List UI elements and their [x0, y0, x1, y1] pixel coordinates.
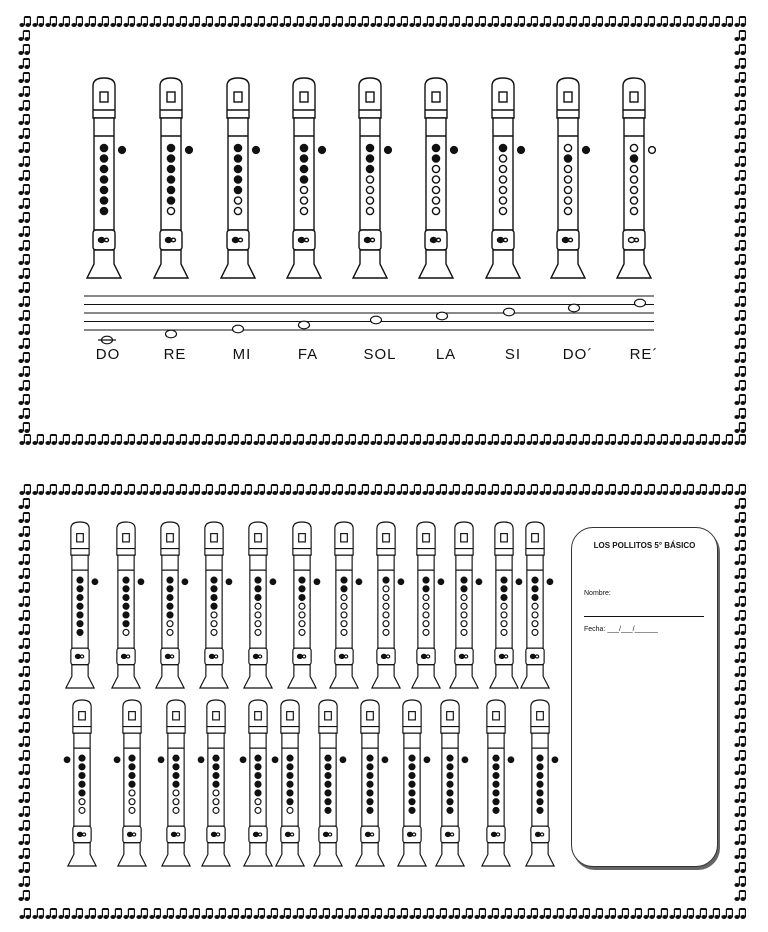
- music-note-icon: [656, 485, 667, 495]
- music-note-icon: [734, 849, 745, 859]
- note-name-label: SI: [504, 346, 522, 363]
- recorder: [272, 700, 304, 866]
- note-head: [299, 321, 310, 329]
- music-note-icon: [734, 835, 745, 845]
- recorder: [526, 700, 558, 866]
- music-note-icon: [617, 909, 628, 919]
- music-note-icon: [734, 891, 745, 901]
- music-note-icon: [734, 807, 745, 817]
- recorder: [521, 522, 553, 688]
- music-note-icon: [721, 485, 732, 495]
- note-name-label: MI: [232, 346, 252, 363]
- music-note-icon: [734, 541, 745, 551]
- music-staff: [18, 14, 750, 446]
- music-note-icon: [682, 909, 693, 919]
- note-head: [569, 304, 580, 312]
- music-note-icon: [734, 597, 745, 607]
- music-note-icon: [734, 695, 745, 705]
- recorder: [240, 700, 272, 866]
- recorder: [112, 522, 144, 688]
- music-note-icon: [734, 611, 745, 621]
- music-note-icon: [734, 499, 745, 509]
- music-note-icon: [734, 569, 745, 579]
- music-note-icon: [734, 877, 745, 887]
- music-note-icon: [604, 485, 615, 495]
- recorder: [398, 700, 430, 866]
- song-fingering-grid: [18, 482, 568, 920]
- music-note-icon: [734, 527, 745, 537]
- music-note-icon: [734, 653, 745, 663]
- note-head: [437, 312, 448, 320]
- recorder: [482, 700, 514, 866]
- music-note-icon: [734, 625, 745, 635]
- music-note-icon: [656, 909, 667, 919]
- music-note-icon: [734, 513, 745, 523]
- note-name-label: DO´: [562, 346, 594, 363]
- music-note-icon: [734, 779, 745, 789]
- music-note-icon: [721, 909, 732, 919]
- recorder: [200, 522, 232, 688]
- recorder: [158, 700, 190, 866]
- music-note-icon: [708, 909, 719, 919]
- note-head: [166, 330, 177, 338]
- music-note-icon: [734, 909, 745, 919]
- music-note-icon: [591, 485, 602, 495]
- music-note-icon: [734, 639, 745, 649]
- recorder: [450, 522, 482, 688]
- music-note-icon: [643, 909, 654, 919]
- recorder: [372, 522, 404, 688]
- music-note-icon: [734, 737, 745, 747]
- music-note-icon: [643, 485, 654, 495]
- recorder: [436, 700, 468, 866]
- music-note-icon: [604, 909, 615, 919]
- note-head: [504, 308, 515, 316]
- music-note-icon: [682, 485, 693, 495]
- music-note-icon: [669, 909, 680, 919]
- music-note-icon: [734, 793, 745, 803]
- name-line: [584, 616, 704, 617]
- recorder: [198, 700, 230, 866]
- music-note-icon: [734, 723, 745, 733]
- music-note-icon: [734, 485, 745, 495]
- music-note-icon: [630, 485, 641, 495]
- fingering-chart-panel: [18, 14, 750, 446]
- recorder: [356, 700, 388, 866]
- music-note-icon: [734, 681, 745, 691]
- music-note-icon: [734, 765, 745, 775]
- music-note-icon: [591, 909, 602, 919]
- note-head: [371, 316, 382, 324]
- music-note-icon: [617, 485, 628, 495]
- music-note-icon: [695, 485, 706, 495]
- note-name-label: LA: [435, 346, 457, 363]
- note-name-label: RE´: [629, 346, 659, 363]
- note-head: [233, 325, 244, 333]
- music-note-icon: [734, 751, 745, 761]
- music-note-icon: [734, 667, 745, 677]
- recorder: [244, 522, 276, 688]
- song-worksheet-panel: [18, 482, 750, 920]
- note-name-label: SOL: [363, 346, 397, 363]
- name-label: Nombre:: [584, 590, 611, 597]
- recorder: [114, 700, 146, 866]
- music-note-icon: [708, 485, 719, 495]
- note-name-label: RE: [163, 346, 187, 363]
- music-note-icon: [695, 909, 706, 919]
- recorder: [66, 522, 98, 688]
- music-note-icon: [734, 863, 745, 873]
- music-note-icon: [669, 485, 680, 495]
- recorder: [490, 522, 522, 688]
- recorder: [156, 522, 188, 688]
- music-note-icon: [734, 583, 745, 593]
- note-name-label: DO: [95, 346, 121, 363]
- music-note-icon: [630, 909, 641, 919]
- recorder: [314, 700, 346, 866]
- recorder: [330, 522, 362, 688]
- music-note-icon: [734, 555, 745, 565]
- student-info-box: [571, 527, 718, 867]
- music-note-icon: [578, 485, 589, 495]
- note-name-label: FA: [297, 346, 319, 363]
- recorder: [412, 522, 444, 688]
- music-note-icon: [734, 709, 745, 719]
- date-label: Fecha: ___/___/______: [584, 626, 658, 633]
- note-head: [635, 299, 646, 307]
- music-note-icon: [578, 909, 589, 919]
- worksheet-title: LOS POLLITOS 5° BÁSICO: [593, 541, 696, 550]
- recorder: [288, 522, 320, 688]
- recorder: [64, 700, 96, 866]
- music-note-icon: [734, 821, 745, 831]
